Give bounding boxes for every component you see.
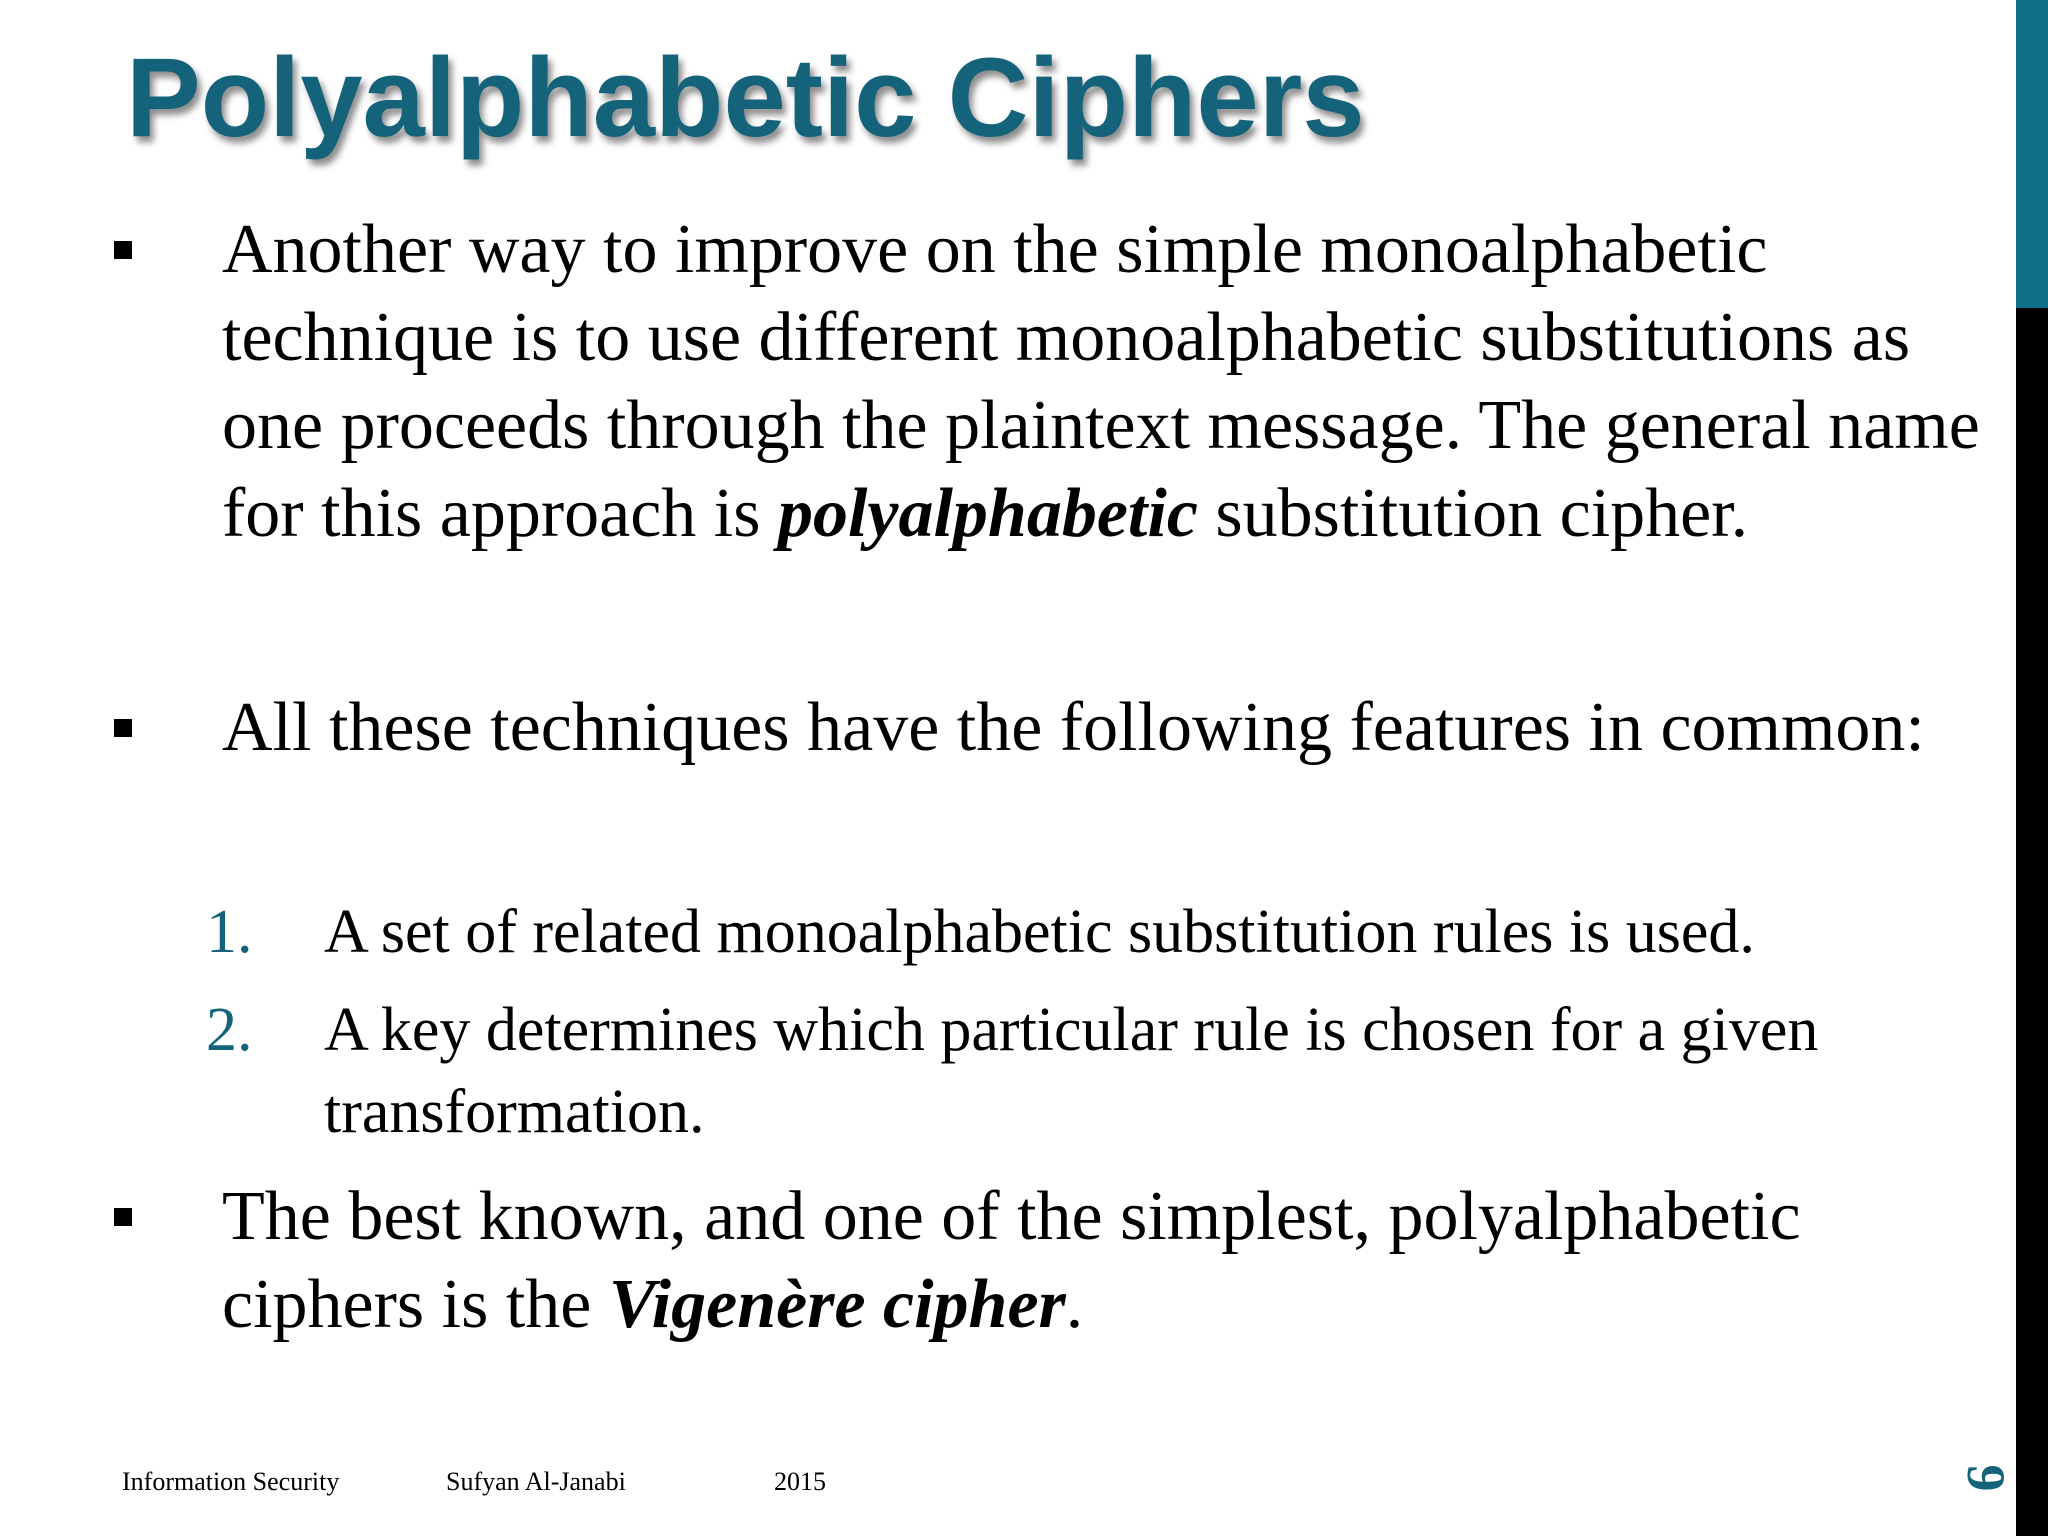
accent-bar (2016, 0, 2048, 308)
slide-title: Polyalphabetic Ciphers (126, 35, 1365, 160)
number-marker: 2. (206, 996, 253, 1064)
numbered-text: A set of related monoalphabetic substitution rules is used. (324, 898, 1755, 966)
bullet-text (222, 1173, 2012, 1349)
emphasis-text: Vigenère cipher (608, 1266, 1066, 1343)
bullet-square-icon (114, 719, 132, 737)
bullet-text-part: substitution cipher. (1197, 475, 1749, 552)
bullet-text-part: . (1065, 1266, 1084, 1343)
footer-author: Sufyan Al-Janabi (446, 1467, 626, 1496)
bullet-text (222, 206, 2012, 558)
side-bar (2016, 308, 2048, 1536)
footer-course: Information Security (122, 1467, 340, 1496)
bullet-square-icon (114, 1208, 132, 1226)
footer-year: 2015 (774, 1467, 826, 1496)
bullet-text-part: The best known, and one of the simplest, polyalphabetic ciphers is the (222, 1178, 1801, 1343)
number-marker: 1. (206, 898, 253, 966)
page-number: 9 (1956, 1464, 2016, 1492)
bullet-text: All these techniques have the following features in common: (222, 689, 1925, 766)
bullet-text-part: Another way to improve on the simple monoalphabetic technique is to use different monoalphabetic substitutions as one proceeds through the plaintext message. The general name for this approach is (222, 211, 1980, 552)
numbered-text: A key determines which particular rule is chosen for a given transformation. (324, 996, 1819, 1146)
emphasis-text: polyalphabetic (777, 475, 1198, 552)
bullet-square-icon (114, 241, 132, 259)
